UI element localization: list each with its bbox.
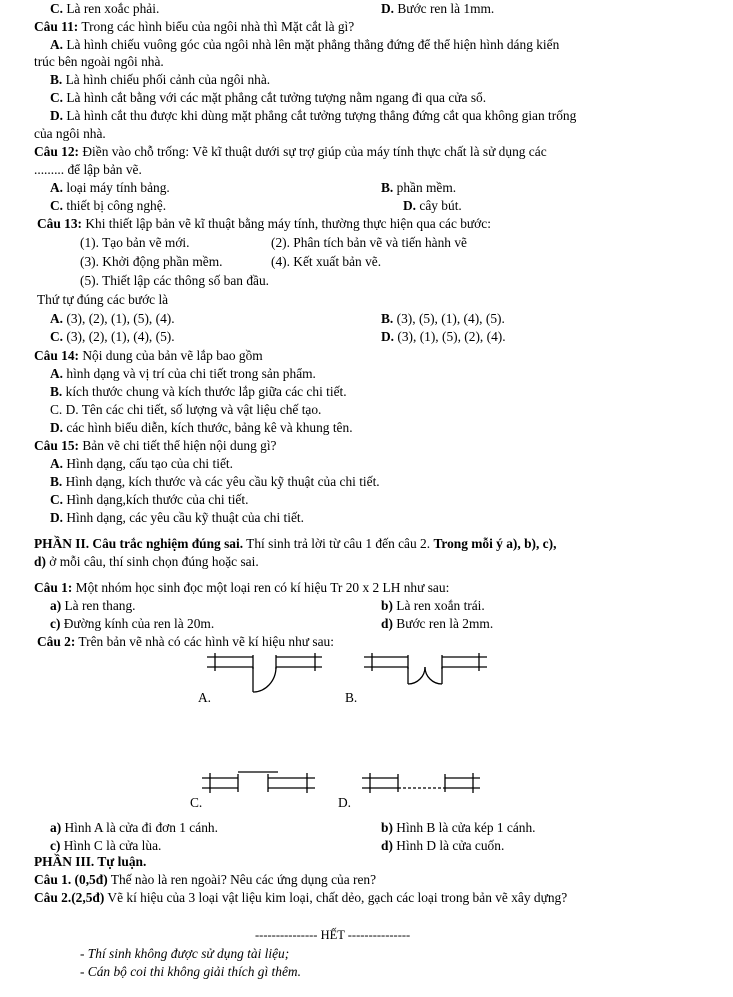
p2q2-item-c: c) Hình C là cửa lùa. xyxy=(50,838,162,853)
figure-label-d: D. xyxy=(338,795,352,810)
q13-step-5: (5). Thiết lập các thông số ban đầu. xyxy=(80,273,270,288)
q11-option-a-cont: trúc bên ngoài ngôi nhà. xyxy=(34,54,164,69)
q11-option-c: C. Là hình cắt bằng với các mặt phẳng cắt tưởng tượng nằm ngang đi qua cửa sổ. xyxy=(50,90,487,105)
q13-step-2: (2). Phân tích bản vẽ và tiến hành vẽ xyxy=(271,235,467,250)
p2q2-item-b: b) Hình B là cửa kép 1 cánh. xyxy=(381,820,536,835)
p2q1-item-a: a) Là ren thang. xyxy=(50,598,136,613)
q11-option-a: A. Là hình chiếu vuông góc của ngôi nhà lên mặt phẳng thẳng đứng để thể hiện hình dáng kiến xyxy=(50,37,560,52)
q15-option-c: C. Hình dạng,kích thước của chi tiết. xyxy=(50,492,249,507)
part-2-heading: PHẦN II. Câu trắc nghiệm đúng sai. Thí sinh trả lời từ câu 1 đến câu 2. Trong mỗi ý a), b), c), xyxy=(34,536,557,551)
question-13: Câu 13: Khi thiết lập bản vẽ kĩ thuật bằng máy tính, thường thực hiện qua các bước: xyxy=(37,216,491,231)
p2q2-item-a: a) Hình A là cửa đi đơn 1 cánh. xyxy=(50,820,218,835)
q13-step-1: (1). Tạo bản vẽ mới. xyxy=(80,235,190,250)
q12-stem-cont: ......... để lập bản vẽ. xyxy=(34,162,142,177)
q11-option-d-cont: của ngôi nhà. xyxy=(34,126,106,141)
footer-note-1: - Thí sinh không được sử dụng tài liệu; xyxy=(80,946,290,961)
q14-option-d: D. các hình biểu diễn, kích thước, bảng kê và khung tên. xyxy=(50,420,353,435)
question-11: Câu 11: Trong các hình biểu của ngôi nhà thì Mặt cắt là gì? xyxy=(34,19,355,34)
p2q2-item-d: d) Hình D là cửa cuốn. xyxy=(381,838,505,853)
q15-option-a: A. Hình dạng, cấu tạo của chi tiết. xyxy=(50,456,233,471)
p2-question-1: Câu 1: Một nhóm học sinh đọc một loại ren có kí hiệu Tr 20 x 2 LH như sau: xyxy=(34,580,450,595)
q12-option-b: B. phần mềm. xyxy=(381,180,457,195)
q12-option-a: A. loại máy tính bảng. xyxy=(50,180,170,195)
p2q1-item-c: c) Đường kính của ren là 20m. xyxy=(50,616,215,631)
question-12: Câu 12: Điền vào chỗ trống: Vẽ kĩ thuật dưới sự trợ giúp của máy tính thực chất là sử dụng các xyxy=(34,144,547,159)
q13-option-a: A. (3), (2), (1), (5), (4). xyxy=(50,311,175,326)
option-c: C. Là ren xoắc phải. xyxy=(50,1,160,16)
q13-option-d: D. (3), (1), (5), (2), (4). xyxy=(381,329,506,344)
p2q1-item-d: d) Bước ren là 2mm. xyxy=(381,616,494,631)
p3-question-2: Câu 2.(2,5đ) Vẽ kí hiệu của 3 loại vật liệu kim loại, chất dẻo, gạch các loại trong bản vẽ xây dựng? xyxy=(34,890,568,905)
p2q1-item-b: b) Là ren xoắn trái. xyxy=(381,598,485,613)
q12-option-d: D. cây bút. xyxy=(403,198,462,213)
option-d: D. Bước ren là 1mm. xyxy=(381,1,495,16)
figure-label-b: B. xyxy=(345,690,358,705)
question-15: Câu 15: Bản vẽ chi tiết thể hiện nội dung gì? xyxy=(34,438,277,453)
q14-option-c: C. D. Tên các chi tiết, số lượng và vật liệu chế tạo. xyxy=(50,402,322,417)
end-marker: --------------- HẾT --------------- xyxy=(255,928,411,942)
p2-question-2: Câu 2: Trên bản vẽ nhà có các hình vẽ kí hiệu như sau: xyxy=(37,634,334,649)
q13-order-prompt: Thứ tự đúng các bước là xyxy=(37,292,169,307)
q15-option-b: B. Hình dạng, kích thước và các yêu cầu kỹ thuật của chi tiết. xyxy=(50,474,380,489)
part-2-heading-cont: d) ở mỗi câu, thí sinh chọn đúng hoặc sai. xyxy=(34,554,259,569)
q13-step-3: (3). Khởi động phần mềm. xyxy=(80,254,223,269)
footer-note-2: - Cán bộ coi thi không giải thích gì thêm. xyxy=(80,964,301,979)
figure-label-c: C. xyxy=(190,795,203,810)
q11-option-b: B. Là hình chiếu phối cảnh của ngôi nhà. xyxy=(50,72,271,87)
question-14: Câu 14: Nội dung của bản vẽ lắp bao gồm xyxy=(34,348,263,363)
door-symbol-c xyxy=(200,770,335,800)
q15-option-d: D. Hình dạng, các yêu cầu kỹ thuật của chi tiết. xyxy=(50,510,304,525)
figure-label-a: A. xyxy=(198,690,212,705)
door-symbol-b xyxy=(362,650,497,700)
door-symbol-a xyxy=(205,650,330,700)
q14-option-b: B. kích thước chung và kích thước lắp giữa các chi tiết. xyxy=(50,384,347,399)
q13-step-4: (4). Kết xuất bản vẽ. xyxy=(271,254,382,269)
q11-option-d: D. Là hình cắt thu được khi dùng mặt phẳng cắt tưởng tượng thẳng đứng cắt qua không gian trống xyxy=(50,108,577,123)
door-symbol-d xyxy=(360,770,500,800)
q14-option-a: A. hình dạng và vị trí của chi tiết trong sản phẩm. xyxy=(50,366,316,381)
q12-option-c: C. thiết bị công nghệ. xyxy=(50,198,167,213)
p3-question-1: Câu 1. (0,5đ) Thế nào là ren ngoài? Nêu các ứng dụng của ren? xyxy=(34,872,377,887)
part-3-heading: PHẦN III. Tự luận. xyxy=(34,854,147,869)
q13-option-b: B. (3), (5), (1), (4), (5). xyxy=(381,311,505,326)
q13-option-c: C. (3), (2), (1), (4), (5). xyxy=(50,329,175,344)
